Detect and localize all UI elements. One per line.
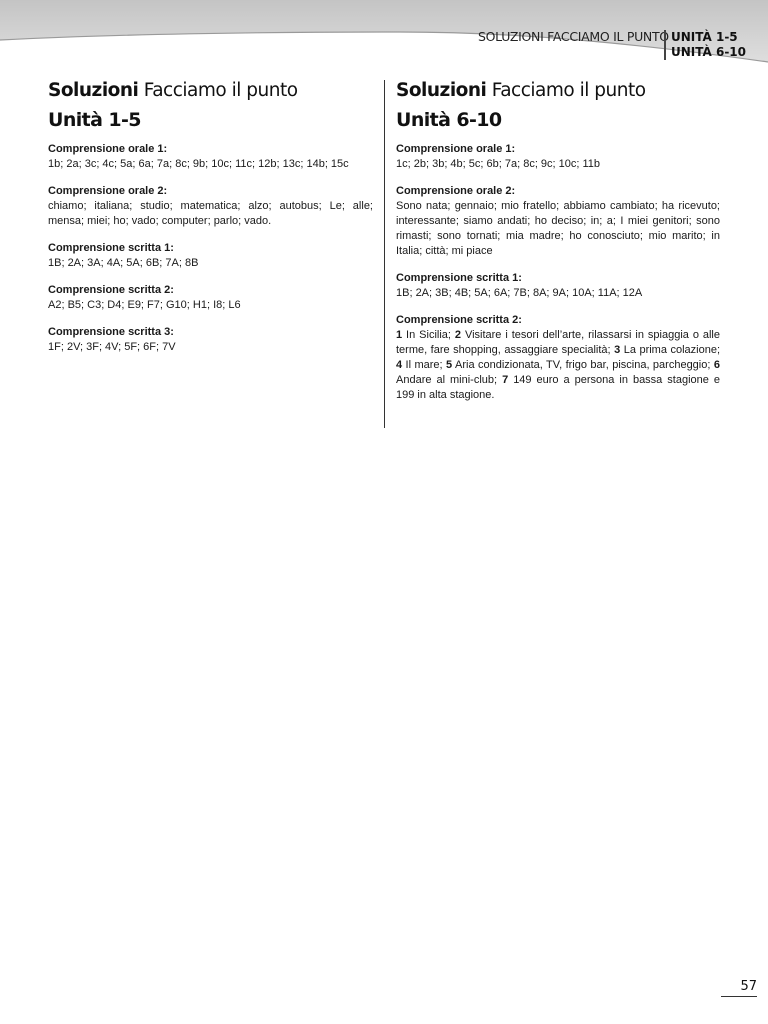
unit-heading: Unità 6-10 bbox=[396, 109, 502, 131]
answer-number: 6 bbox=[713, 359, 720, 371]
section-heading: Comprensione scritta 3: bbox=[48, 326, 174, 338]
answer-text: La prima colazione; bbox=[620, 344, 721, 356]
answer-section bbox=[48, 184, 373, 229]
answer-section bbox=[48, 241, 373, 271]
solutions-title bbox=[396, 78, 720, 104]
solutions-title bbox=[48, 78, 373, 104]
answer-text: Visitare i tesori dell’arte, rilassarsi in spiaggia o alle terme, fare shopping, assaggiare specialità; bbox=[396, 329, 720, 356]
section-heading: Comprensione orale 2: bbox=[396, 185, 516, 197]
unit-heading: Unità 1-5 bbox=[48, 109, 141, 131]
answer-number: 5 bbox=[446, 359, 453, 371]
section-answers: A2; B5; C3; D4; E9; F7; G10; H1; I8; L6 bbox=[48, 299, 241, 311]
unit-tag-6-10: UNITÀ 6-10 bbox=[664, 45, 746, 60]
section-heading: Comprensione orale 1: bbox=[396, 143, 516, 155]
answer-section bbox=[396, 184, 720, 259]
section-answers: 1c; 2b; 3b; 4b; 5c; 6b; 7a; 8c; 9c; 10c; 11b bbox=[396, 158, 601, 170]
left-column bbox=[48, 78, 373, 355]
section-answers bbox=[396, 328, 720, 403]
answer-section bbox=[48, 142, 373, 172]
answer-text: 149 euro a persona in bassa stagione e 199 in alta stagione. bbox=[396, 374, 720, 401]
unit-tags bbox=[664, 30, 746, 60]
answer-number: 2 bbox=[454, 329, 462, 341]
answer-text: Aria condizionata, TV, frigo bar, piscina, parcheggio; bbox=[452, 359, 714, 371]
solutions-title-bold: Soluzioni bbox=[48, 80, 139, 101]
answer-section bbox=[396, 313, 720, 403]
answer-number: 7 bbox=[502, 374, 509, 386]
answer-number: 1 bbox=[396, 329, 403, 341]
answer-number: 4 bbox=[396, 359, 403, 371]
section-heading: Comprensione scritta 2: bbox=[396, 314, 522, 326]
section-answers: Sono nata; gennaio; mio fratello; abbiamo cambiato; ha ricevuto; interessante; siamo andati; ho deciso; in; a; I miei genitori; sono rimasti; sono tornati; mia madre; ho conosciuto; mio marito; in Italia; città; mi piace bbox=[396, 200, 720, 257]
answer-number: 3 bbox=[614, 344, 621, 356]
solutions-title-rest: Facciamo il punto bbox=[138, 80, 298, 101]
answer-section bbox=[48, 325, 373, 355]
answer-text: Andare al mini-club; bbox=[396, 374, 503, 386]
running-title: SOLUZIONI FACCIAMO IL PUNTO bbox=[478, 29, 669, 44]
section-heading: Comprensione orale 2: bbox=[48, 185, 168, 197]
column-divider bbox=[384, 80, 385, 428]
section-heading: Comprensione scritta 1: bbox=[48, 242, 174, 254]
right-column bbox=[396, 78, 720, 403]
solutions-title-bold: Soluzioni bbox=[396, 80, 487, 101]
solutions-title-rest: Facciamo il punto bbox=[486, 80, 646, 101]
section-heading: Comprensione scritta 1: bbox=[396, 272, 522, 284]
answer-section bbox=[396, 142, 720, 172]
section-answers: 1B; 2A; 3B; 4B; 5A; 6A; 7B; 8A; 9A; 10A; 11A; 12A bbox=[396, 287, 643, 299]
answer-section bbox=[48, 283, 373, 313]
section-answers: chiamo; italiana; studio; matematica; alzo; autobus; Le; alle; mensa; miei; ho; vado; computer; parlo; vado. bbox=[48, 200, 373, 227]
section-answers: 1b; 2a; 3c; 4c; 5a; 6a; 7a; 8c; 9b; 10c; 11c; 12b; 13c; 14b; 15c bbox=[48, 158, 349, 170]
answer-text: Il mare; bbox=[402, 359, 447, 371]
section-heading: Comprensione orale 1: bbox=[48, 143, 168, 155]
section-answers: 1B; 2A; 3A; 4A; 5A; 6B; 7A; 8B bbox=[48, 257, 199, 269]
answer-text: In Sicilia; bbox=[402, 329, 455, 341]
section-heading: Comprensione scritta 2: bbox=[48, 284, 174, 296]
answer-section bbox=[396, 271, 720, 301]
page-number: 57 bbox=[721, 978, 757, 997]
unit-tag-1-5: UNITÀ 1-5 bbox=[664, 30, 746, 45]
section-answers: 1F; 2V; 3F; 4V; 5F; 6F; 7V bbox=[48, 341, 176, 353]
